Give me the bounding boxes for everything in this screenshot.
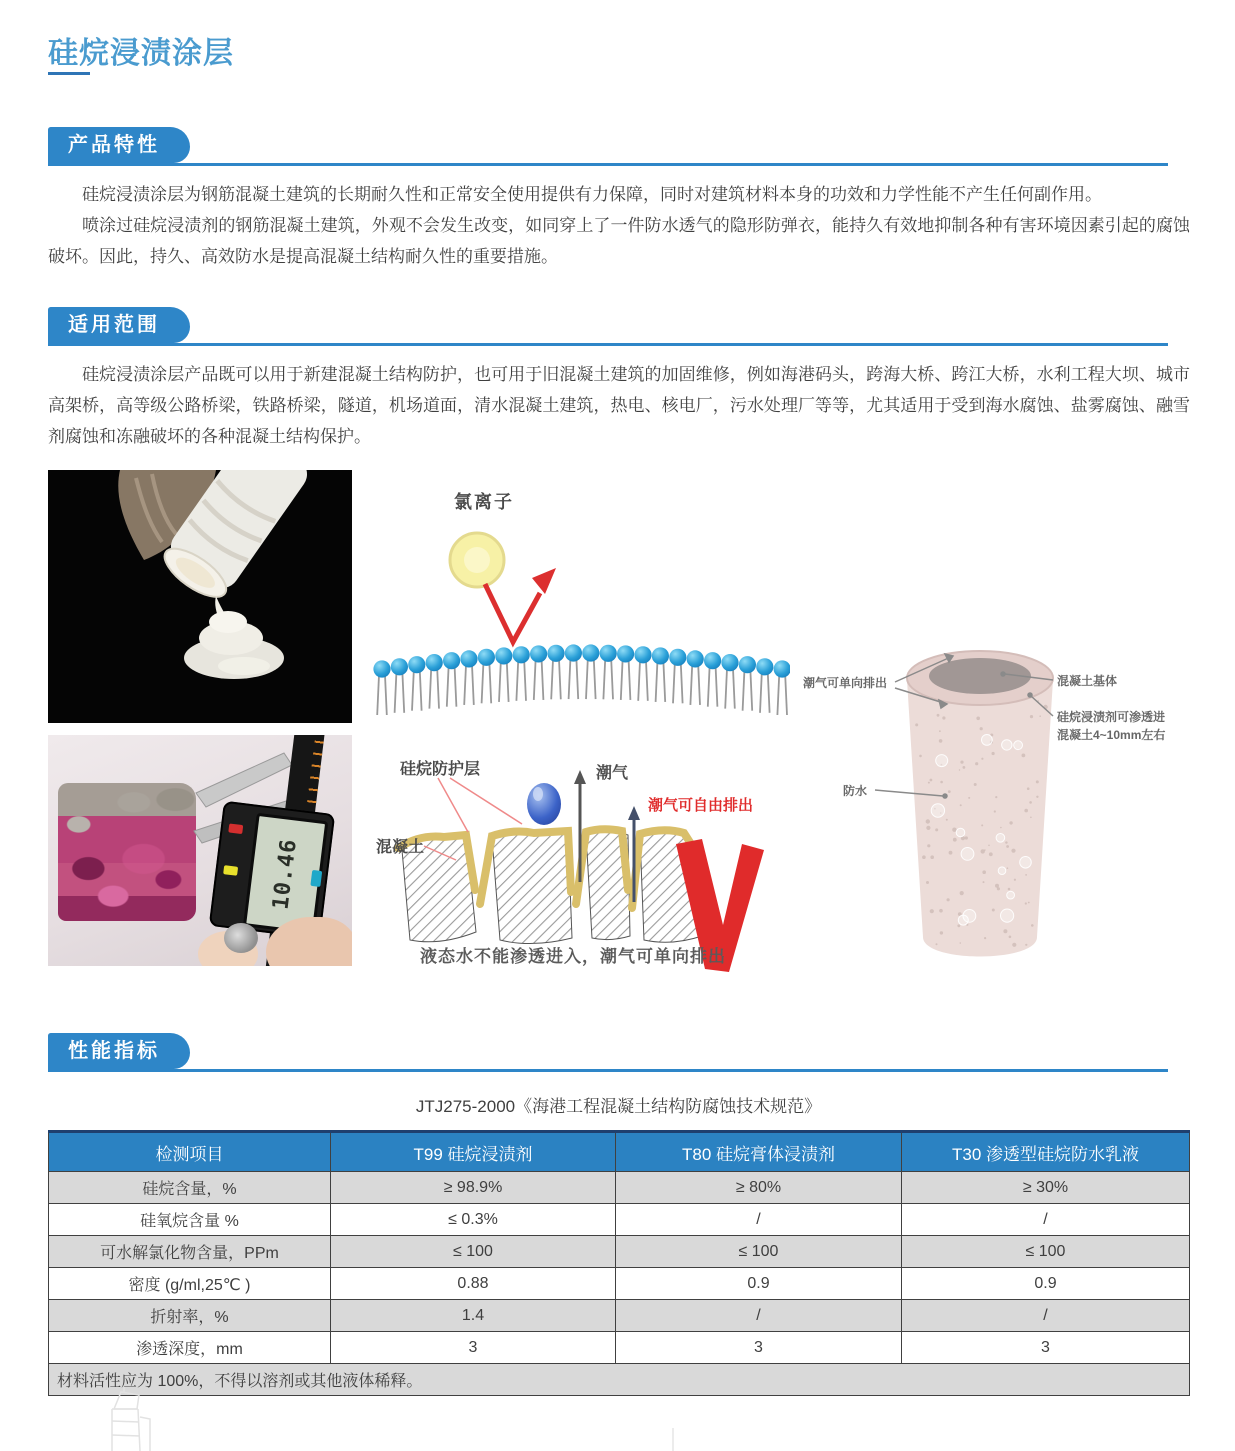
value-cell: 1.4 [331,1300,616,1332]
value-cell: 3 [902,1332,1190,1364]
silane-layer-label: 硅烷防护层 [400,761,481,778]
caliper-button-yellow [223,865,238,876]
value-cell: / [902,1300,1190,1332]
table-row [49,1300,1190,1332]
spec-table-header [49,1132,1190,1172]
col-header-item: 检测项目 [49,1132,331,1172]
caliper-reading: 10.46 [268,836,303,911]
section-performance [48,1033,1168,1072]
pore-caption: 液态水不能渗透进入，潮气可单向排出 [420,947,726,966]
row-label-cell: 硅烷含量，% [49,1172,331,1204]
value-cell: ≥ 30% [902,1172,1190,1204]
row-label-cell: 可水解氯化物含量，PPm [49,1236,331,1268]
value-cell: 3 [616,1332,902,1364]
section-badge-features: 产品特性 [48,127,190,163]
section-badge-scope: 适用范围 [48,307,190,343]
table-row [49,1332,1190,1364]
moisture-label: 潮气 [596,765,629,782]
col-header-t80: T80 硅烷膏体浸渍剂 [616,1132,902,1172]
col-header-t99: T99 硅烷浸渍剂 [331,1132,616,1172]
section-features [48,127,1190,272]
col-header-t30: T30 渗透型硅烷防水乳液 [902,1132,1190,1172]
section-header [48,1033,1168,1072]
table-footnote: 材料活性应为 100%，不得以溶剂或其他液体稀释。 [49,1364,1190,1396]
waterproof-label: 防水 [843,784,868,798]
chloride-diagram-graphic [372,472,790,722]
value-cell: 0.9 [616,1268,902,1300]
spec-table-body [49,1172,1190,1364]
concrete-matrix-label: 混凝土基体 [1057,674,1118,688]
value-cell: / [616,1204,902,1236]
table-row [49,1268,1190,1300]
penetration-label-line1: 硅烷浸渍剂可渗透进 [1057,710,1166,724]
value-cell: / [616,1300,902,1332]
row-label-cell: 折射率，% [49,1300,331,1332]
concrete-label: 混凝土 [376,839,425,856]
section-header [48,127,1168,166]
scope-paragraph: 硅烷浸渍涂层产品既可以用于新建混凝土结构防护，也可用于旧混凝土建筑的加固维修，例如海港码头，跨海大桥、跨江大桥，水利工程大坝、城市高架桥，高等级公路桥梁，铁路桥梁，隧道，机场道面，清水混凝土建筑，热电、核电厂，污水处理厂等等，尤其适用于受到海水腐蚀、盐雾腐蚀、融雪剂腐蚀和冻融破坏的各种混凝土结构保护。 [48,365,1190,446]
caliper-button-blue [310,870,322,887]
table-row [49,1172,1190,1204]
value-cell: ≤ 0.3% [331,1204,616,1236]
concrete-blocks [402,831,702,943]
standard-title: JTJ275-2000《海港工程混凝土结构防腐蚀技术规范》 [415,1097,822,1116]
caliper-photo [48,735,352,966]
value-cell: ≥ 98.9% [331,1172,616,1204]
faint-building-sketch [100,1385,160,1451]
page-title: 硅烷浸渍涂层 [48,37,234,71]
free-exit-label: 潮气可自由排出 [648,797,754,814]
moisture-exit-label: 潮气可单向排出 [803,676,888,690]
chloride-diagram [372,472,790,722]
bottle-photo [48,470,352,723]
pore-diagram [372,742,790,979]
row-label-cell: 密度 (g/ml,25℃ ) [49,1268,331,1300]
value-cell: 0.9 [902,1268,1190,1300]
features-paragraph-2: 喷涂过硅烷浸渍剂的钢筋混凝土建筑，外观不会发生改变，如同穿上了一件防水透气的隐形防弹衣，能持久有效地抑制各种有害环境因素引起的腐蚀破坏。因此，持久、高效防水是提高混凝土结构耐久性的重要措施。 [48,216,1190,266]
caliper-button-red [228,823,243,834]
row-label-cell: 硅氧烷含量 % [49,1204,331,1236]
bottle-photo-graphic [48,470,352,723]
value-cell: 0.88 [331,1268,616,1300]
spec-table [48,1130,1190,1396]
value-cell: / [902,1204,1190,1236]
water-droplet [527,783,561,825]
footnote-row [49,1364,1190,1396]
penetration-label-line2: 混凝土4~10mm左右 [1057,728,1166,742]
value-cell: ≤ 100 [331,1236,616,1268]
table-row [49,1236,1190,1268]
section-scope [48,307,1190,452]
value-cell: 3 [331,1332,616,1364]
row-label-cell: 渗透深度，mm [49,1332,331,1364]
value-cell: ≤ 100 [616,1236,902,1268]
cylinder-diagram [795,612,1215,974]
spec-table-footer [49,1364,1190,1396]
thumb-wheel [224,923,258,953]
silane-molecule-layer [373,644,790,715]
header-row [49,1132,1190,1172]
faint-mark [672,1428,674,1451]
title-underline [48,72,90,75]
value-cell: ≥ 80% [616,1172,902,1204]
chloride-ion-label: 氯离子 [454,492,514,512]
features-paragraph-1: 硅烷浸渍涂层为钢筋混凝土建筑的长期耐久性和正常安全使用提供有力保障，同时对建筑材料本身的功效和力学性能不产生任何副作用。 [82,185,1102,204]
section-header [48,307,1168,346]
table-row [49,1204,1190,1236]
value-cell: ≤ 100 [902,1236,1190,1268]
section-badge-performance: 性能指标 [48,1033,190,1069]
